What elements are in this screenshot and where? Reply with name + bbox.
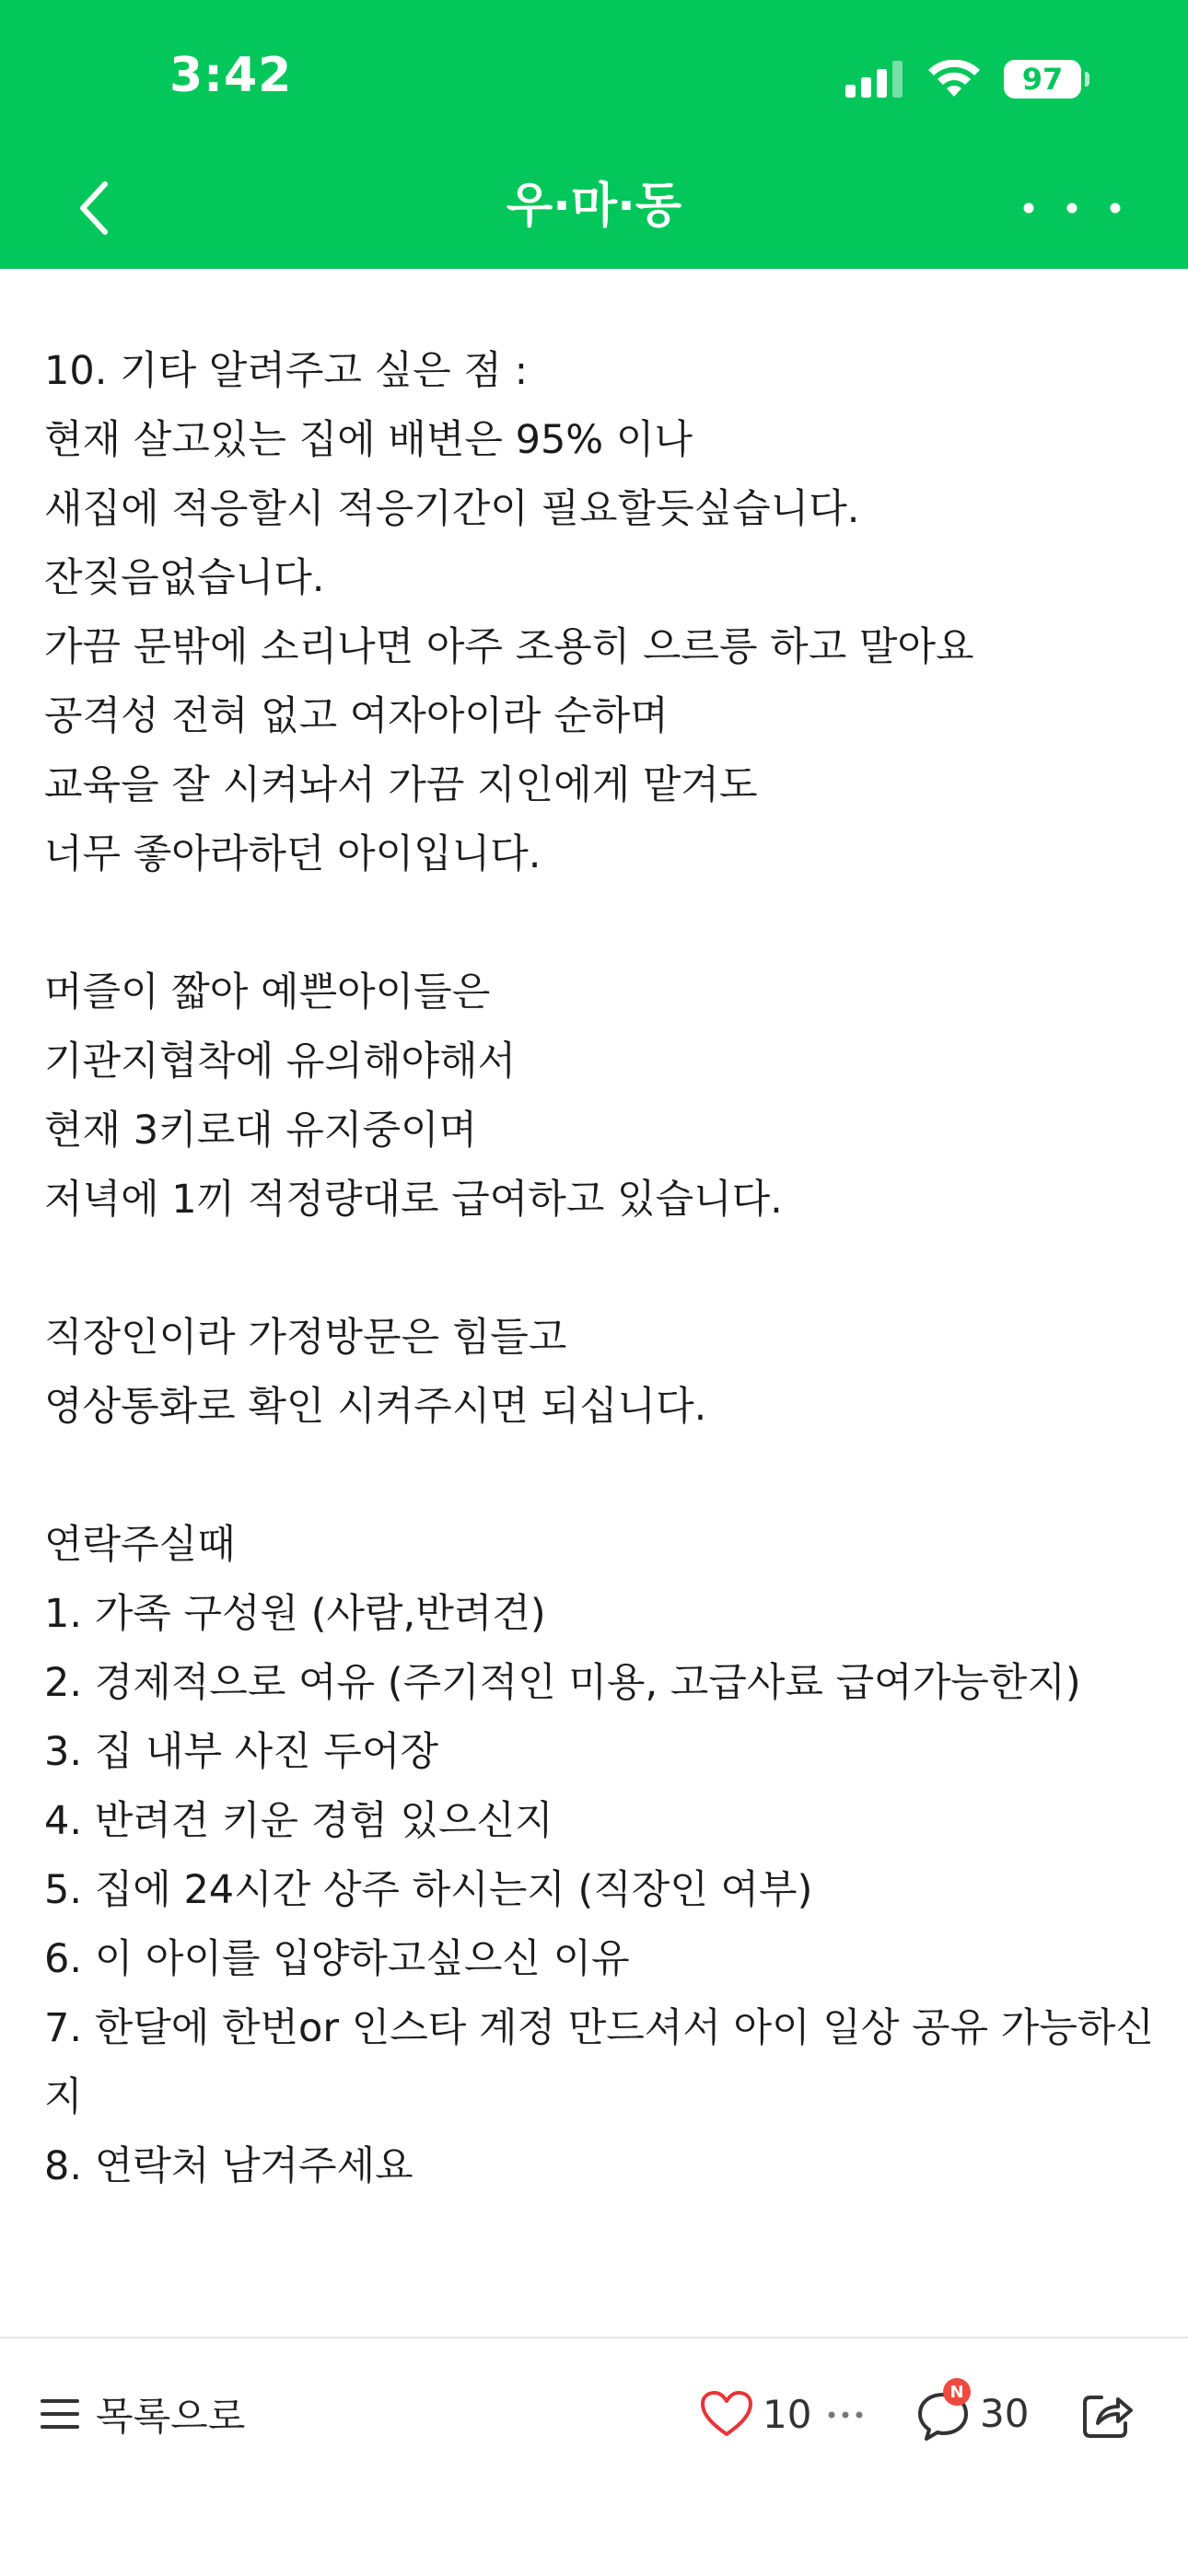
- status-time: 3:42: [169, 48, 293, 103]
- post-line: 잔짖음없습니다.: [44, 555, 325, 601]
- like-count: 10: [763, 2391, 812, 2437]
- signal-icon: [845, 61, 904, 98]
- post-line: 저녁에 1끼 적정량대로 급여하고 있습니다.: [44, 1177, 783, 1223]
- comment-icon-wrap: [915, 2384, 974, 2443]
- post-line: 현재 3키로대 유지중이며: [44, 1108, 478, 1154]
- comment-count: 30: [980, 2390, 1030, 2436]
- comment-button[interactable]: [915, 2381, 1029, 2445]
- more-dots-icon: [1021, 202, 1123, 215]
- battery-level: 97: [1021, 62, 1064, 97]
- battery-icon: [1004, 60, 1081, 99]
- post-line: 6. 이 아이를 입양하고싶으신 이유: [44, 1936, 630, 1982]
- menu-list-icon: [41, 2397, 79, 2431]
- app-header: [0, 0, 1188, 269]
- more-button[interactable]: [1017, 180, 1127, 236]
- post-line: 직장인이라 가정방문은 힘들고: [44, 1315, 567, 1361]
- post-line: 지: [44, 2074, 83, 2120]
- bottom-action-bar: [0, 2337, 1188, 2576]
- heart-icon: [700, 2390, 753, 2438]
- post-line: 영상통화로 확인 시켜주시면 되십니다.: [44, 1384, 707, 1430]
- post-line: 1. 가족 구성원 (사람,반려견): [44, 1591, 546, 1637]
- post-line: 너무 좋아라하던 아이입니다.: [44, 831, 542, 877]
- new-comment-badge: N: [943, 2378, 971, 2406]
- post-line: 연락주실때: [44, 1522, 236, 1568]
- post-body: [44, 337, 1159, 2201]
- likers-more-button[interactable]: [827, 2392, 864, 2438]
- post-line: 기관지협착에 유의해야해서: [44, 1039, 517, 1085]
- post-line-blank: [44, 1442, 1159, 1511]
- back-to-list-label: 목록으로: [96, 2394, 246, 2439]
- post-line: 10. 기타 알려주고 싶은 점 :: [44, 348, 529, 394]
- share-icon: [1079, 2386, 1135, 2442]
- wifi-icon: [928, 60, 980, 99]
- post-line: 공격성 전혀 없고 여자아이라 순하며: [44, 693, 669, 739]
- share-button[interactable]: [1079, 2386, 1138, 2445]
- post-line: 머즐이 짧아 예쁜아이들은: [44, 969, 491, 1015]
- post-line: 가끔 문밖에 소리나면 아주 조용히 으르릉 하고 말아요: [44, 624, 974, 670]
- post-line-blank: [44, 889, 1159, 958]
- post-line: 8. 연락처 남겨주세요: [44, 2143, 413, 2189]
- post-line: 2. 경제적으로 여유 (주기적인 미용, 고급사료 급여가능한지): [44, 1660, 1081, 1706]
- post-line: 새집에 적응할시 적응기간이 필요할듯싶습니다.: [44, 486, 860, 532]
- status-icons: [845, 57, 1081, 101]
- post-line: 5. 집에 24시간 상주 하시는지 (직장인 여부): [44, 1867, 813, 1913]
- post-line-blank: [44, 1235, 1159, 1304]
- back-to-list-button[interactable]: [41, 2386, 245, 2442]
- post-line: 교육을 잘 시켜놔서 가끔 지인에게 맡겨도: [44, 762, 758, 808]
- post-line: 7. 한달에 한번or 인스타 계정 만드셔서 아이 일상 공유 가능하신: [44, 2005, 1154, 2051]
- post-line: 3. 집 내부 사진 두어장: [44, 1729, 439, 1775]
- post-line: 4. 반려견 키운 경험 있으신지: [44, 1798, 553, 1844]
- like-button[interactable]: [700, 2386, 811, 2442]
- page-title: 우·마·동: [506, 179, 682, 234]
- post-line: 현재 살고있는 집에 배변은 95% 이나: [44, 417, 693, 463]
- more-dots-icon: [827, 2410, 864, 2419]
